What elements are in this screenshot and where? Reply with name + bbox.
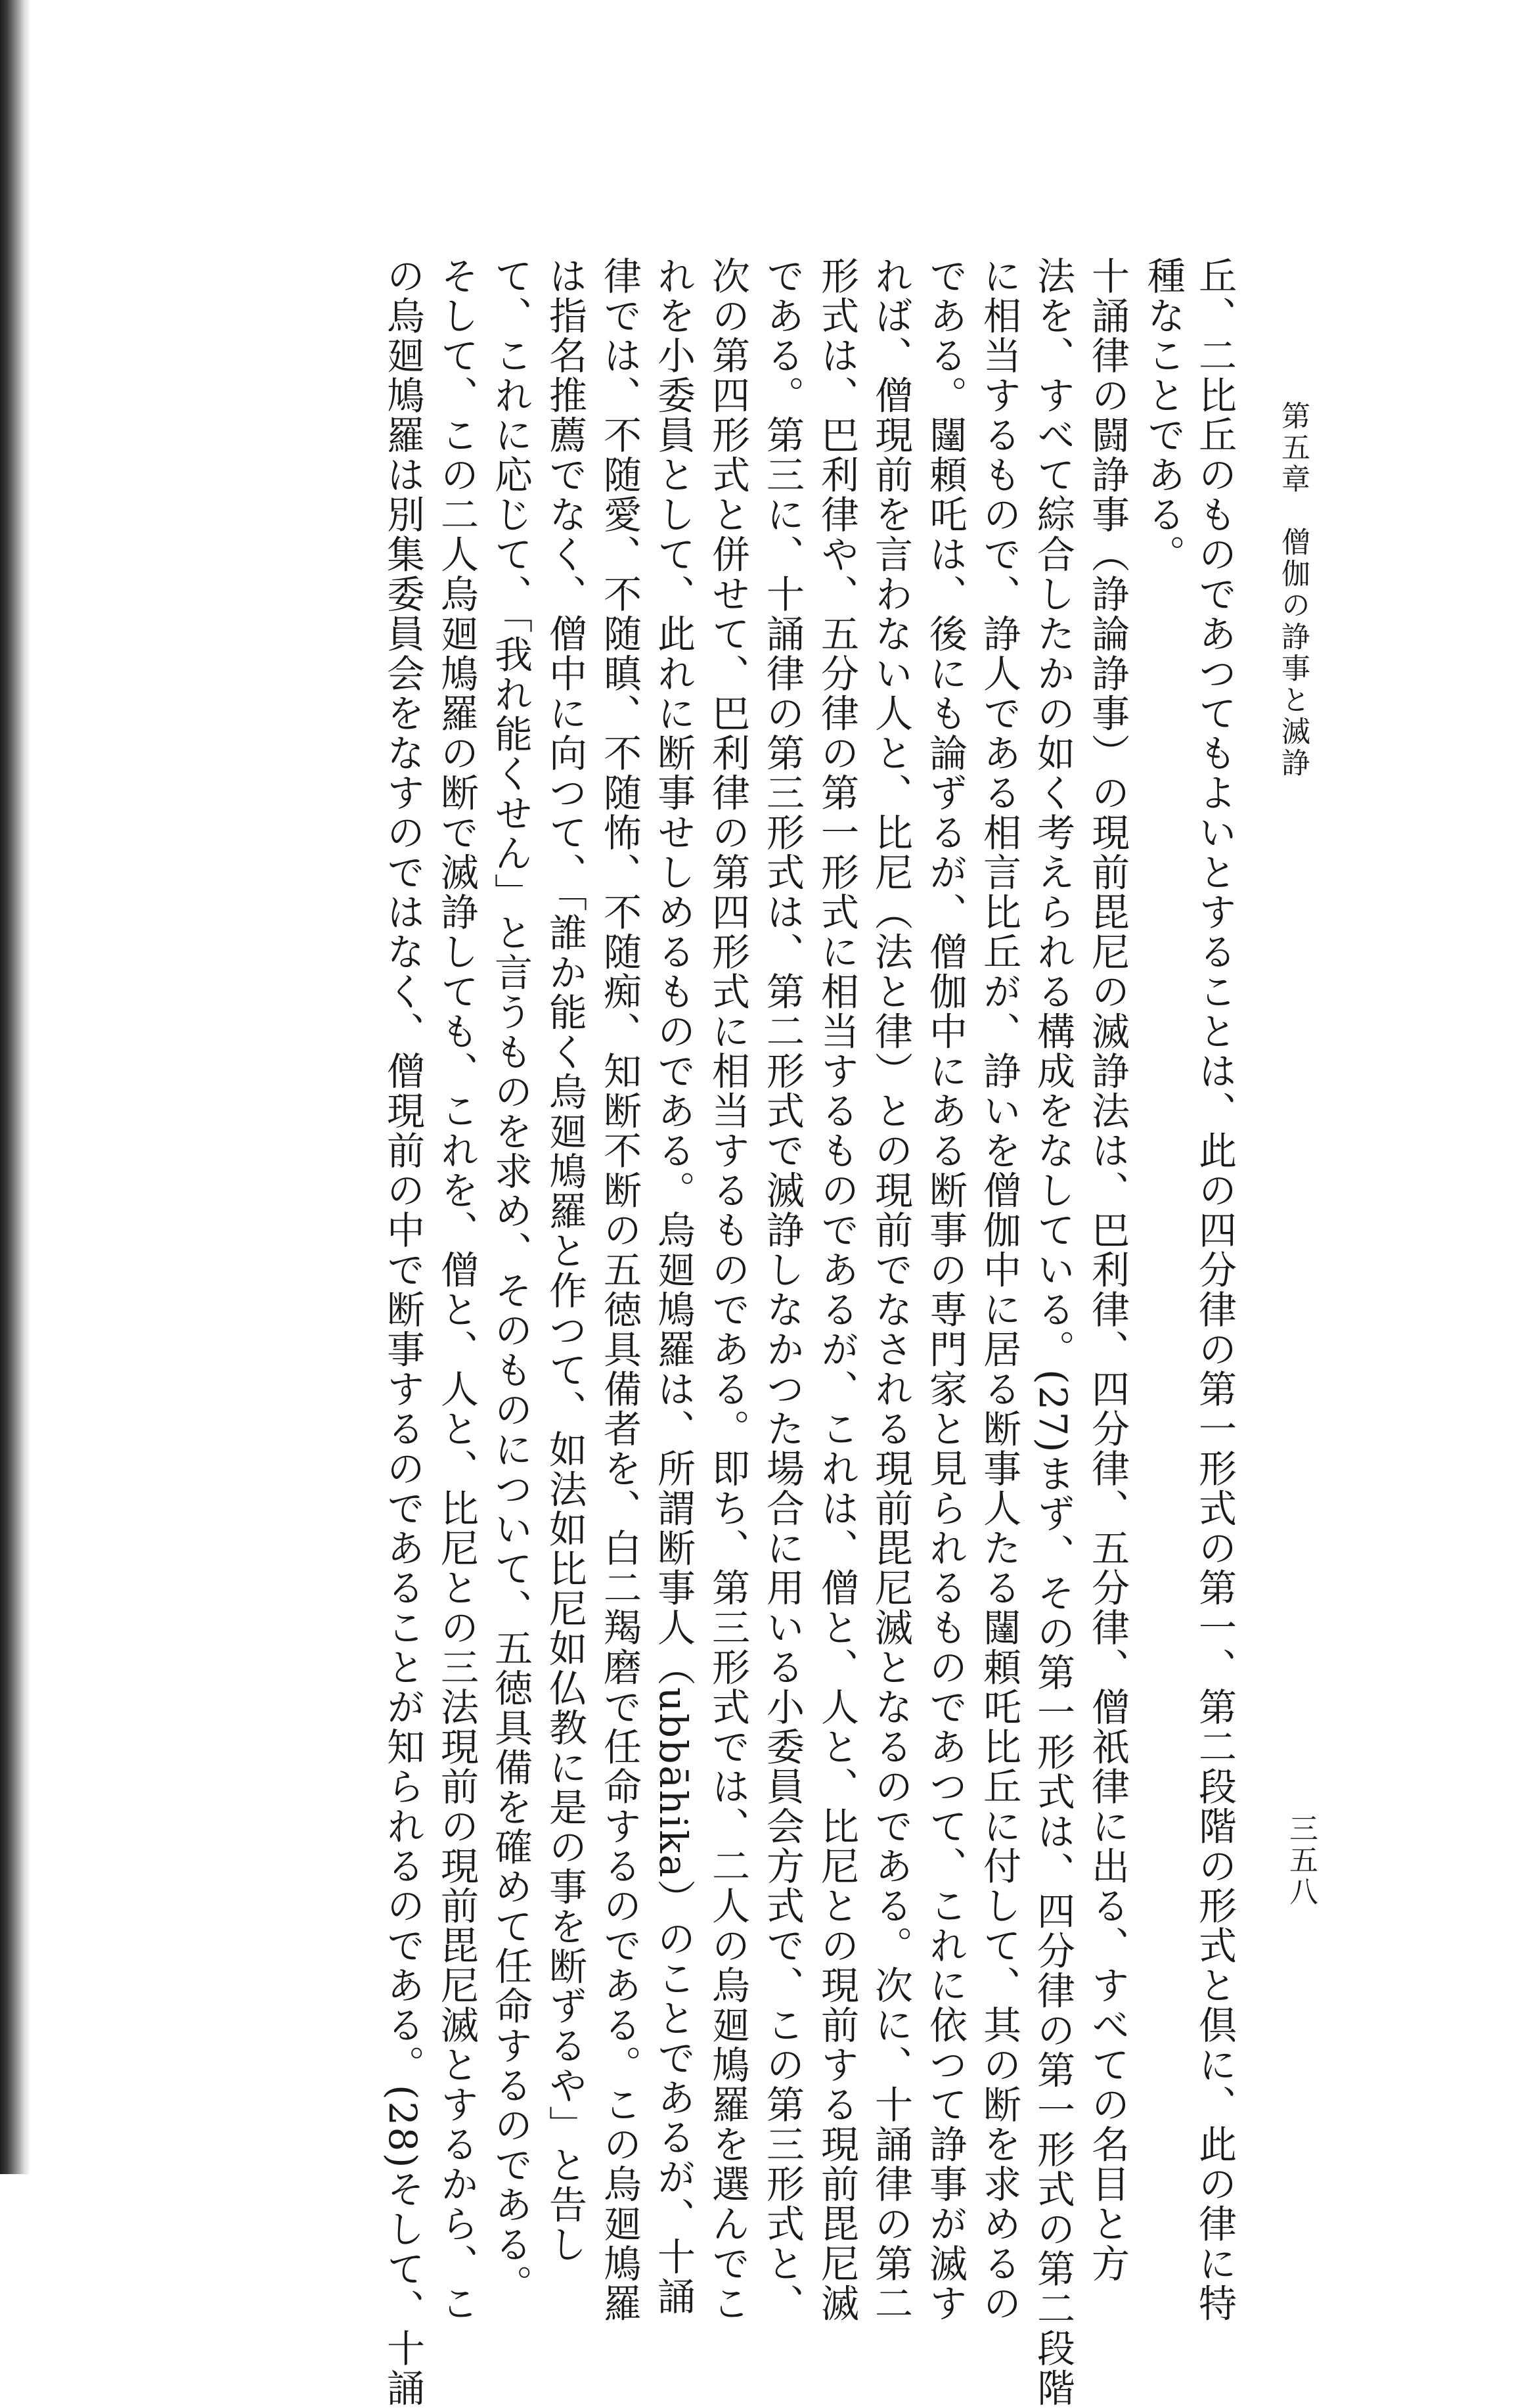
text-column-1: 丘、二比丘のものであつてもよいとすることは、此の四分律の第一形式の第一、第二段階の形式と倶に、此の律に特 (1192, 256, 1237, 2323)
text-column-14: て、これに応じて、「我れ能くせん」と言うものを求め、そのものについて、五徳具備を確めて任命するのである。 (488, 256, 533, 2304)
chapter-header: 第五章 僧伽の諍事と滅諍 (1276, 401, 1310, 779)
text-column-13: は指名推薦でなく、僧中に向つて、「誰か能く烏廻鳩羅と作つて、如法如比尼如仏教に是の事を断ずるや」と告し (543, 256, 587, 2265)
text-column-10: 次の第四形式と併せて、巴利律の第四形式に相当するものである。即ち、第三形式では、二人の烏廻鳩羅を選んでこ (705, 256, 750, 2323)
text-column-4: 法を、すべて綜合したかの如く考えられる構成をなしている。(27)まず、その第一形式は、四分律の第一形式の第二段階 (1031, 256, 1075, 2408)
text-column-5: に相当するもので、諍人である相言比丘が、諍いを僧伽中に居る断事人たる闥頼吒比丘に付して、其の断を求めるの (977, 256, 1021, 2323)
text-column-11: れを小委員として、此れに断事せしめるものである。烏廻鳩羅は、所謂断事人（ubbāhika）のことであるが、十誦 (651, 256, 696, 2317)
text-column-12: 律では、不随愛、不随瞋、不随怖、不随痴、知断不断の五徳具備者を、白二羯磨で任命するのである。この烏廻鳩羅 (597, 256, 642, 2323)
binding-shadow (0, 0, 30, 2174)
text-column-7: れば、僧現前を言わない人と、比尼（法と律）との現前でなされる現前毘尼滅となるのである。次に、十誦律の第二 (868, 256, 913, 2323)
text-column-6: である。闥頼吒は、後にも論ずるが、僧伽中にある断事の専門家と見られるものであつて、これに依つて諍事が滅す (923, 256, 968, 2323)
text-column-16: の烏廻鳩羅は別集委員会をなすのではなく、僧現前の中で断事するのであることが知られるのである。(28)そして、十誦 (380, 256, 425, 2408)
text-column-8: 形式は、巴利律や、五分律の第一形式に相当するものであるが、これは、僧と、人と、比尼との現前する現前毘尼滅 (814, 256, 859, 2323)
text-column-3: 十誦律の闘諍事（諍論諍事）の現前毘尼の滅諍法は、巴利律、四分律、五分律、僧祇律に出る、すべての名目と方 (1085, 256, 1130, 2284)
text-column-2: 種なことである。 (1141, 256, 1186, 574)
page-number: 三五八 (1284, 1813, 1318, 1908)
text-column-9: である。第三に、十誦律の第三形式は、第二形式で滅諍しなかつた場合に用いる小委員会方式で、この第三形式と、 (760, 256, 805, 2323)
text-column-15: そして、この二人烏廻鳩羅の断で滅諍しても、これを、僧と、人と、比尼との三法現前の現前毘尼滅とするから、こ (434, 256, 479, 2323)
